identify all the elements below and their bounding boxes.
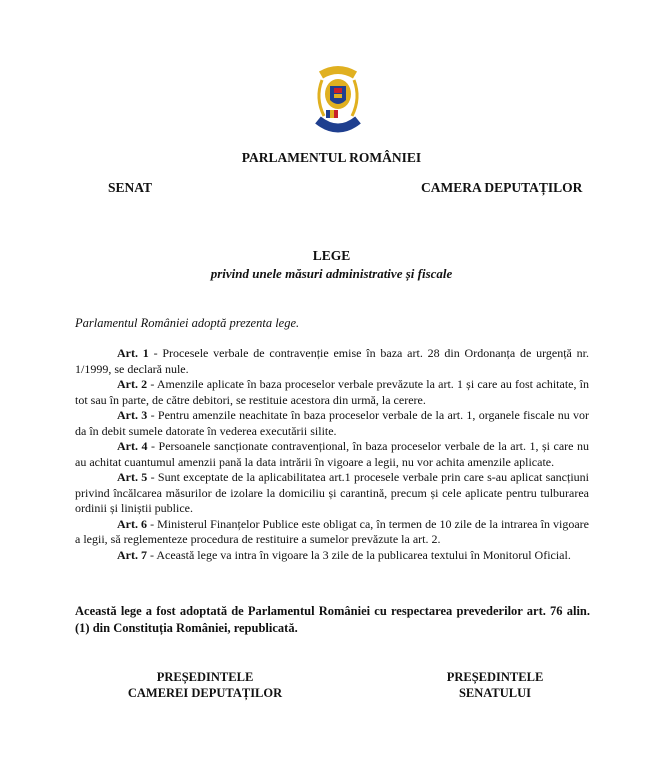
article-7 bbox=[75, 548, 589, 564]
articles-list bbox=[75, 346, 589, 563]
article-text: - Amenzile aplicate în baza proceselor verbale prevăzute la art. 1 și care au fost achitate, în tot sau în parte, de către debitori, se restituie acestora din urmă, la cerere. bbox=[75, 377, 589, 407]
article-label: Art. 3 bbox=[117, 408, 148, 422]
article-text: - Procesele verbale de contravenție emise în baza art. 28 din Ordonanța de urgență nr. 1/1999, se declară nule. bbox=[75, 346, 589, 376]
article-4 bbox=[75, 439, 589, 470]
article-2 bbox=[75, 377, 589, 408]
senate-heading: SENAT bbox=[108, 180, 153, 195]
signature-title: PREȘEDINTELE bbox=[156, 670, 254, 684]
senate-seal-icon bbox=[312, 64, 364, 138]
article-label: Art. 2 bbox=[117, 377, 148, 391]
adoption-statement: Această lege a fost adoptată de Parlamentul României cu respectarea prevederilor art. 76 alin. (1) din Constituția României, republicată. bbox=[75, 604, 590, 635]
signature-chamber-president bbox=[100, 669, 310, 701]
chamber-of-deputies-heading: CAMERA DEPUTAȚILOR bbox=[421, 180, 583, 195]
article-5 bbox=[75, 470, 589, 517]
article-label: Art. 5 bbox=[117, 470, 148, 484]
article-text: - Sunt exceptate de la aplicabilitatea art.1 procesele verbale prin care s-au aplicat sancțiuni privind încălcarea măsurilor de izolare la domiciliu și carantină, precum și cele aplicate pentru tulburarea ordinii și liniștii publice. bbox=[75, 470, 589, 515]
article-text: - Această lege va intra în vigoare la 3 zile de la publicarea textului în Monitorul Oficial. bbox=[147, 547, 571, 562]
signature-title: PREȘEDINTELE bbox=[446, 670, 544, 684]
article-3 bbox=[75, 408, 589, 439]
article-6 bbox=[75, 517, 589, 548]
article-1 bbox=[75, 346, 589, 377]
article-label: Art. 4 bbox=[117, 439, 148, 453]
senate-seal-emblem bbox=[312, 64, 364, 138]
intro-statement: Parlamentul României adoptă prezenta lege. bbox=[75, 316, 300, 330]
parliament-title: PARLAMENTUL ROMÂNIEI bbox=[241, 150, 422, 165]
article-text: - Ministerul Finanțelor Publice este obligat ca, în termen de 10 zile de la intrarea în vigoare a legii, să reglementeze procedura de restituire a sumelor prevăzute la art. 2. bbox=[75, 516, 590, 546]
article-label: Art. 1 bbox=[117, 346, 149, 360]
article-text: - Persoanele sancționate contravențional, în baza proceselor verbale de la art. 1, și care nu au achitat cuantumul amenzii pană la data intrării în vigoare a legii, nu vor achita amenzile aplicate. bbox=[75, 439, 589, 469]
law-title: LEGE bbox=[312, 248, 351, 263]
signature-institution: SENATULUI bbox=[458, 686, 531, 700]
law-subtitle: privind unele măsuri administrative și fiscale bbox=[210, 266, 453, 281]
article-text: - Pentru amenzile neachitate în baza proceselor verbale de la art. 1, organele fiscale nu vor da în debit sumele datorate în vederea executării silite. bbox=[75, 408, 589, 438]
signature-institution: CAMEREI DEPUTAȚILOR bbox=[127, 686, 283, 700]
article-label: Art. 6 bbox=[117, 516, 148, 531]
signature-senate-president bbox=[395, 669, 595, 701]
article-label: Art. 7 bbox=[117, 547, 147, 562]
